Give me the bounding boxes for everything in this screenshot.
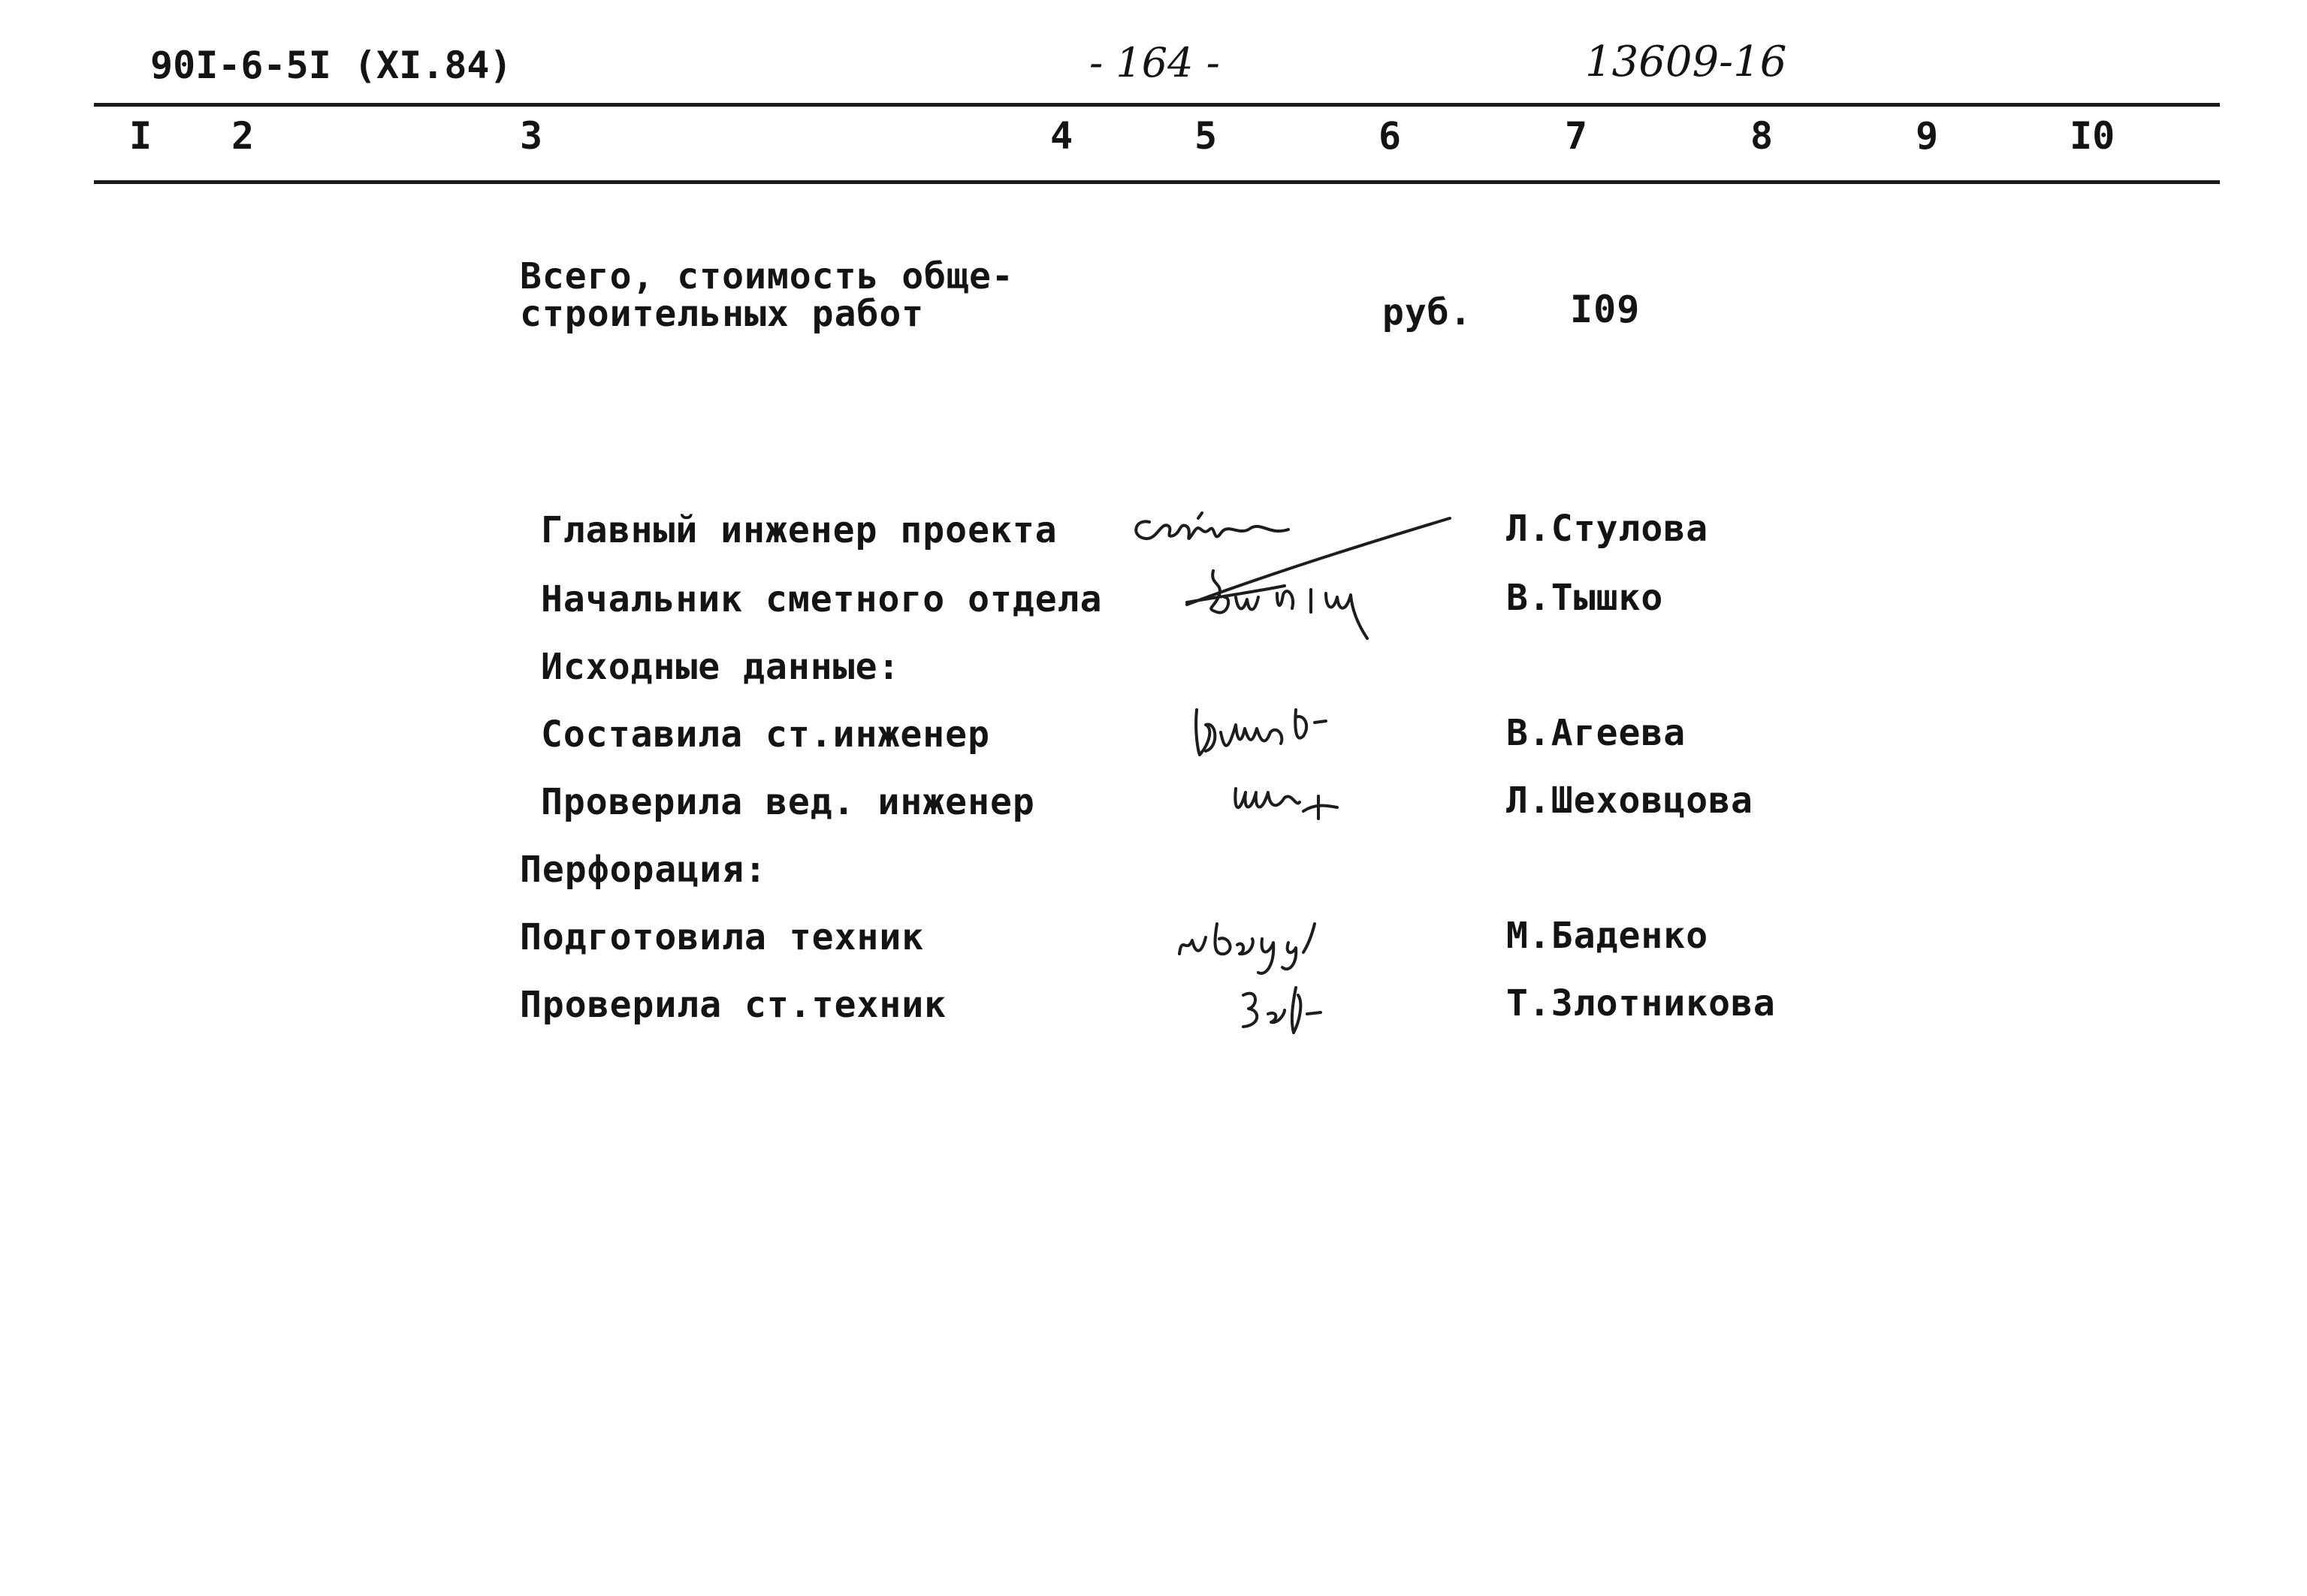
role-checked-tech: Проверила ст.техник (520, 984, 947, 1026)
header-top-rule (94, 103, 2220, 107)
document-code: 90I-6-5I (XI.84) (150, 44, 512, 87)
signature-shekhovtsova (1224, 766, 1375, 834)
name-checked-lead: Л.Шеховцова (1506, 780, 1753, 822)
role-perforation: Перфорация: (520, 849, 767, 891)
role-source-data: Исходные данные: (541, 646, 901, 688)
total-value: I09 (1570, 288, 1641, 331)
name-compiled: В.Агеева (1506, 712, 1686, 754)
role-checked-lead: Проверила вед. инженер (541, 781, 1035, 823)
name-estimate-head: В.Тышко (1506, 577, 1664, 619)
role-compiled: Составила ст.инженер (541, 714, 990, 756)
sheet-code: 13609-16 (1585, 38, 1787, 86)
column-number: 2 (231, 114, 255, 158)
name-prepared-tech: М.Баденко (1506, 915, 1709, 957)
header-bottom-rule (94, 180, 2220, 184)
column-number: 7 (1565, 114, 1588, 158)
column-number: 4 (1050, 114, 1073, 158)
column-number: 6 (1378, 114, 1402, 158)
role-prepared-tech: Подготовила техник (520, 916, 925, 958)
column-number: 9 (1916, 114, 1939, 158)
name-checked-tech: Т.Злотникова (1506, 982, 1776, 1024)
signature-ageeva (1183, 691, 1409, 774)
column-number: 5 (1194, 114, 1218, 158)
signature-badenko (1168, 901, 1363, 984)
column-number: I0 (2070, 114, 2115, 158)
total-label-line2: строительных работ (520, 293, 925, 335)
column-number: 8 (1750, 114, 1774, 158)
column-number: 3 (520, 114, 543, 158)
total-unit: руб. (1382, 291, 1472, 333)
total-label-line1: Всего, стоимость обще- (520, 255, 1014, 297)
role-estimate-head: Начальник сметного отдела (541, 578, 1103, 620)
column-number: I (129, 114, 152, 158)
signature-tyshko (1172, 556, 1427, 646)
signature-zlotnikova (1232, 973, 1345, 1040)
name-chief-engineer: Л.Стулова (1506, 508, 1709, 550)
page-number: - 164 - (1089, 39, 1220, 86)
role-chief-engineer: Главный инженер проекта (541, 509, 1058, 551)
